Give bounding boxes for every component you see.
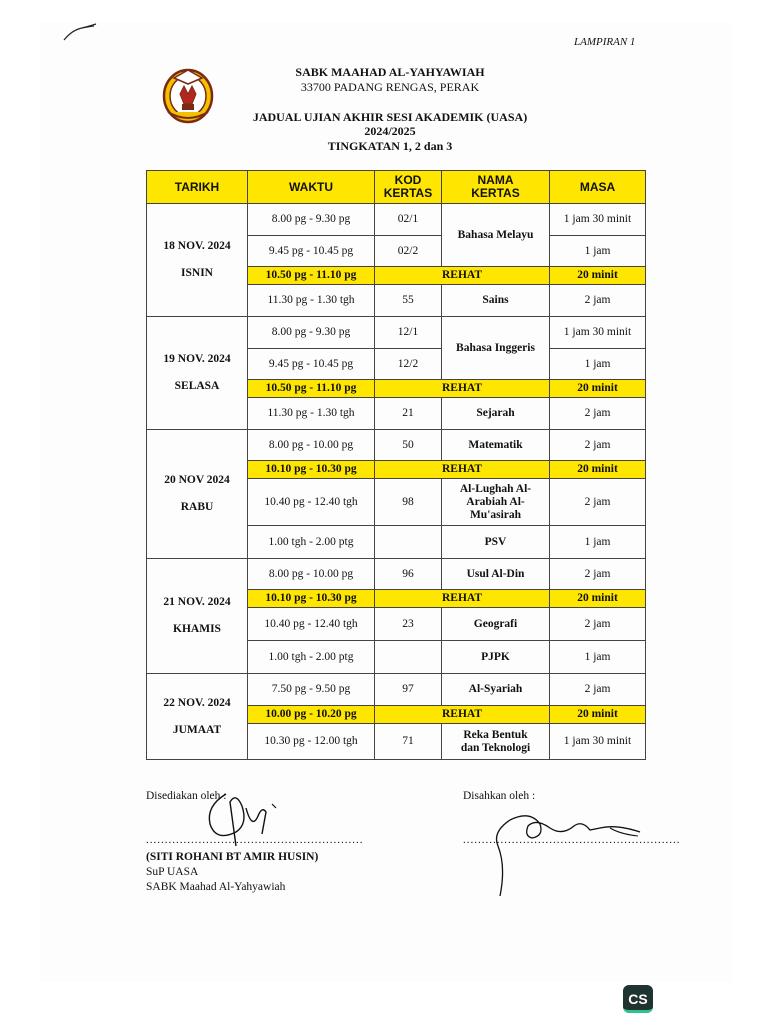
- subject-cell: Matematik: [442, 430, 550, 461]
- school-address: 33700 PADANG RENGAS, PERAK: [300, 80, 480, 94]
- waktu-cell: 8.00 pg - 10.00 pg: [248, 559, 375, 590]
- subject-cell: Sejarah: [442, 398, 550, 430]
- prepared-by-label: Disediakan oleh :: [146, 790, 227, 802]
- day-text: RABU: [180, 501, 214, 513]
- waktu-cell: 11.30 pg - 1.30 tgh: [248, 398, 375, 430]
- approved-signature: [470, 806, 650, 898]
- kod-cell: 50: [375, 430, 442, 461]
- masa-cell: 2 jam: [550, 559, 646, 590]
- kod-cell: 71: [375, 724, 442, 760]
- header-nama-line2: KERTAS: [471, 186, 520, 200]
- prepared-role: SuP UASA: [146, 866, 199, 878]
- exam-title: JADUAL UJIAN AKHIR SESI AKADEMIK (UASA): [252, 110, 528, 124]
- kod-cell: [375, 526, 442, 559]
- kod-cell: [375, 641, 442, 674]
- approved-signature-line: ..........................................................: [463, 834, 681, 846]
- masa-cell: 1 jam: [550, 236, 646, 267]
- date-cell: [147, 559, 248, 674]
- pen-stroke-mark: [62, 20, 102, 44]
- prepared-by-block: [146, 850, 318, 895]
- break-duration-cell: 20 minit: [550, 590, 646, 608]
- break-duration-cell: 20 minit: [550, 706, 646, 724]
- subject-cell: Sains: [442, 285, 550, 317]
- prepared-org: SABK Maahad Al-Yahyawiah: [146, 881, 286, 893]
- masa-cell: 2 jam: [550, 674, 646, 706]
- break-time-cell: 10.50 pg - 11.10 pg: [248, 267, 375, 285]
- header-waktu: WAKTU: [248, 171, 375, 204]
- subject-cell: Bahasa Inggeris: [442, 317, 550, 380]
- forms-label: TINGKATAN 1, 2 dan 3: [327, 139, 453, 153]
- school-crest-logo: [160, 66, 216, 124]
- kod-cell: 96: [375, 559, 442, 590]
- header-kod-line1: KOD: [394, 173, 422, 187]
- masa-cell: 2 jam: [550, 430, 646, 461]
- break-time-cell: 10.50 pg - 11.10 pg: [248, 380, 375, 398]
- waktu-cell: 11.30 pg - 1.30 tgh: [248, 285, 375, 317]
- table-header-row: [147, 171, 646, 204]
- date-text: 21 NOV. 2024: [163, 596, 231, 608]
- kod-cell: 97: [375, 674, 442, 706]
- subject-cell: [442, 724, 550, 760]
- masa-cell: 1 jam 30 minit: [550, 317, 646, 349]
- table-row: [147, 674, 646, 706]
- date-cell: [147, 317, 248, 430]
- date-cell: [147, 430, 248, 559]
- waktu-cell: 9.45 pg - 10.45 pg: [248, 349, 375, 380]
- kod-cell: 55: [375, 285, 442, 317]
- waktu-cell: 10.30 pg - 12.00 tgh: [248, 724, 375, 760]
- day-text: JUMAAT: [172, 723, 222, 736]
- kod-cell: 02/1: [375, 204, 442, 236]
- lampiran-label: LAMPIRAN 1: [574, 36, 636, 48]
- day-text: KHAMIS: [173, 623, 221, 635]
- waktu-cell: 7.50 pg - 9.50 pg: [248, 674, 375, 706]
- subject-cell: Bahasa Melayu: [442, 204, 550, 267]
- subject-line: Arabiah Al-: [466, 495, 525, 508]
- table-row: [147, 317, 646, 349]
- date-cell: [147, 204, 248, 317]
- kod-cell: 21: [375, 398, 442, 430]
- break-label-cell: REHAT: [375, 380, 550, 398]
- subject-cell: Usul Al-Din: [442, 559, 550, 590]
- date-text: 20 NOV 2024: [164, 474, 230, 486]
- masa-cell: 1 jam: [550, 349, 646, 380]
- kod-cell: 02/2: [375, 236, 442, 267]
- masa-cell: 2 jam: [550, 479, 646, 526]
- header-nama-line1: NAMA: [477, 173, 514, 187]
- masa-cell: 1 jam: [550, 641, 646, 674]
- break-time-cell: 10.00 pg - 10.20 pg: [248, 706, 375, 724]
- kod-cell: 23: [375, 608, 442, 641]
- waktu-cell: 10.40 pg - 12.40 tgh: [248, 479, 375, 526]
- break-duration-cell: 20 minit: [550, 380, 646, 398]
- subject-cell: [442, 479, 550, 526]
- academic-year: 2024/2025: [364, 124, 416, 138]
- kod-cell: 12/2: [375, 349, 442, 380]
- waktu-cell: 10.40 pg - 12.40 tgh: [248, 608, 375, 641]
- break-duration-cell: 20 minit: [550, 461, 646, 479]
- waktu-cell: 8.00 pg - 9.30 pg: [248, 204, 375, 236]
- subject-line: Al-Lughah Al-: [459, 482, 532, 495]
- masa-cell: 2 jam: [550, 398, 646, 430]
- day-text: SELASA: [174, 380, 220, 392]
- masa-cell: 1 jam 30 minit: [550, 724, 646, 760]
- date-text: 18 NOV. 2024: [163, 240, 231, 252]
- subject-cell: PJPK: [442, 641, 550, 674]
- header-kod-kertas: [375, 171, 442, 204]
- kod-cell: 12/1: [375, 317, 442, 349]
- header-tarikh: TARIKH: [147, 171, 248, 204]
- waktu-cell: 1.00 tgh - 2.00 ptg: [248, 641, 375, 674]
- break-time-cell: 10.10 pg - 10.30 pg: [248, 461, 375, 479]
- waktu-cell: 1.00 tgh - 2.00 ptg: [248, 526, 375, 559]
- kod-cell: 98: [375, 479, 442, 526]
- header-masa: MASA: [550, 171, 646, 204]
- break-time-cell: 10.10 pg - 10.30 pg: [248, 590, 375, 608]
- waktu-cell: 8.00 pg - 9.30 pg: [248, 317, 375, 349]
- subject-line: Reka Bentuk: [463, 728, 528, 741]
- prepared-name: (SITI ROHANI BT AMIR HUSIN): [146, 851, 319, 863]
- break-label-cell: REHAT: [375, 590, 550, 608]
- table-row: [147, 430, 646, 461]
- subject-cell: PSV: [442, 526, 550, 559]
- prepared-signature-line: ..........................................................: [146, 834, 364, 846]
- masa-cell: 1 jam: [550, 526, 646, 559]
- approved-by-label: Disahkan oleh :: [463, 790, 536, 802]
- table-row: [147, 204, 646, 236]
- subject-cell: Geografi: [442, 608, 550, 641]
- break-label-cell: REHAT: [375, 267, 550, 285]
- school-name: SABK MAAHAD AL-YAHYAWIAH: [295, 65, 485, 79]
- masa-cell: 2 jam: [550, 285, 646, 317]
- date-text: 19 NOV. 2024: [163, 353, 231, 365]
- waktu-cell: 9.45 pg - 10.45 pg: [248, 236, 375, 267]
- subject-cell: Al-Syariah: [442, 674, 550, 706]
- break-label-cell: REHAT: [375, 461, 550, 479]
- day-text: ISNIN: [181, 267, 213, 279]
- camscanner-badge-icon: CS: [623, 985, 653, 1013]
- header-nama-kertas: [442, 171, 550, 204]
- exam-schedule-table: [146, 170, 646, 760]
- subject-line: dan Teknologi: [460, 741, 531, 754]
- break-duration-cell: 20 minit: [550, 267, 646, 285]
- subject-line: Mu'asirah: [469, 508, 522, 521]
- waktu-cell: 8.00 pg - 10.00 pg: [248, 430, 375, 461]
- date-text: 22 NOV. 2024: [163, 696, 231, 709]
- table-row: [147, 559, 646, 590]
- header-kod-line2: KERTAS: [383, 186, 433, 200]
- break-label-cell: REHAT: [375, 706, 550, 724]
- masa-cell: 2 jam: [550, 608, 646, 641]
- date-cell: [147, 674, 248, 760]
- masa-cell: 1 jam 30 minit: [550, 204, 646, 236]
